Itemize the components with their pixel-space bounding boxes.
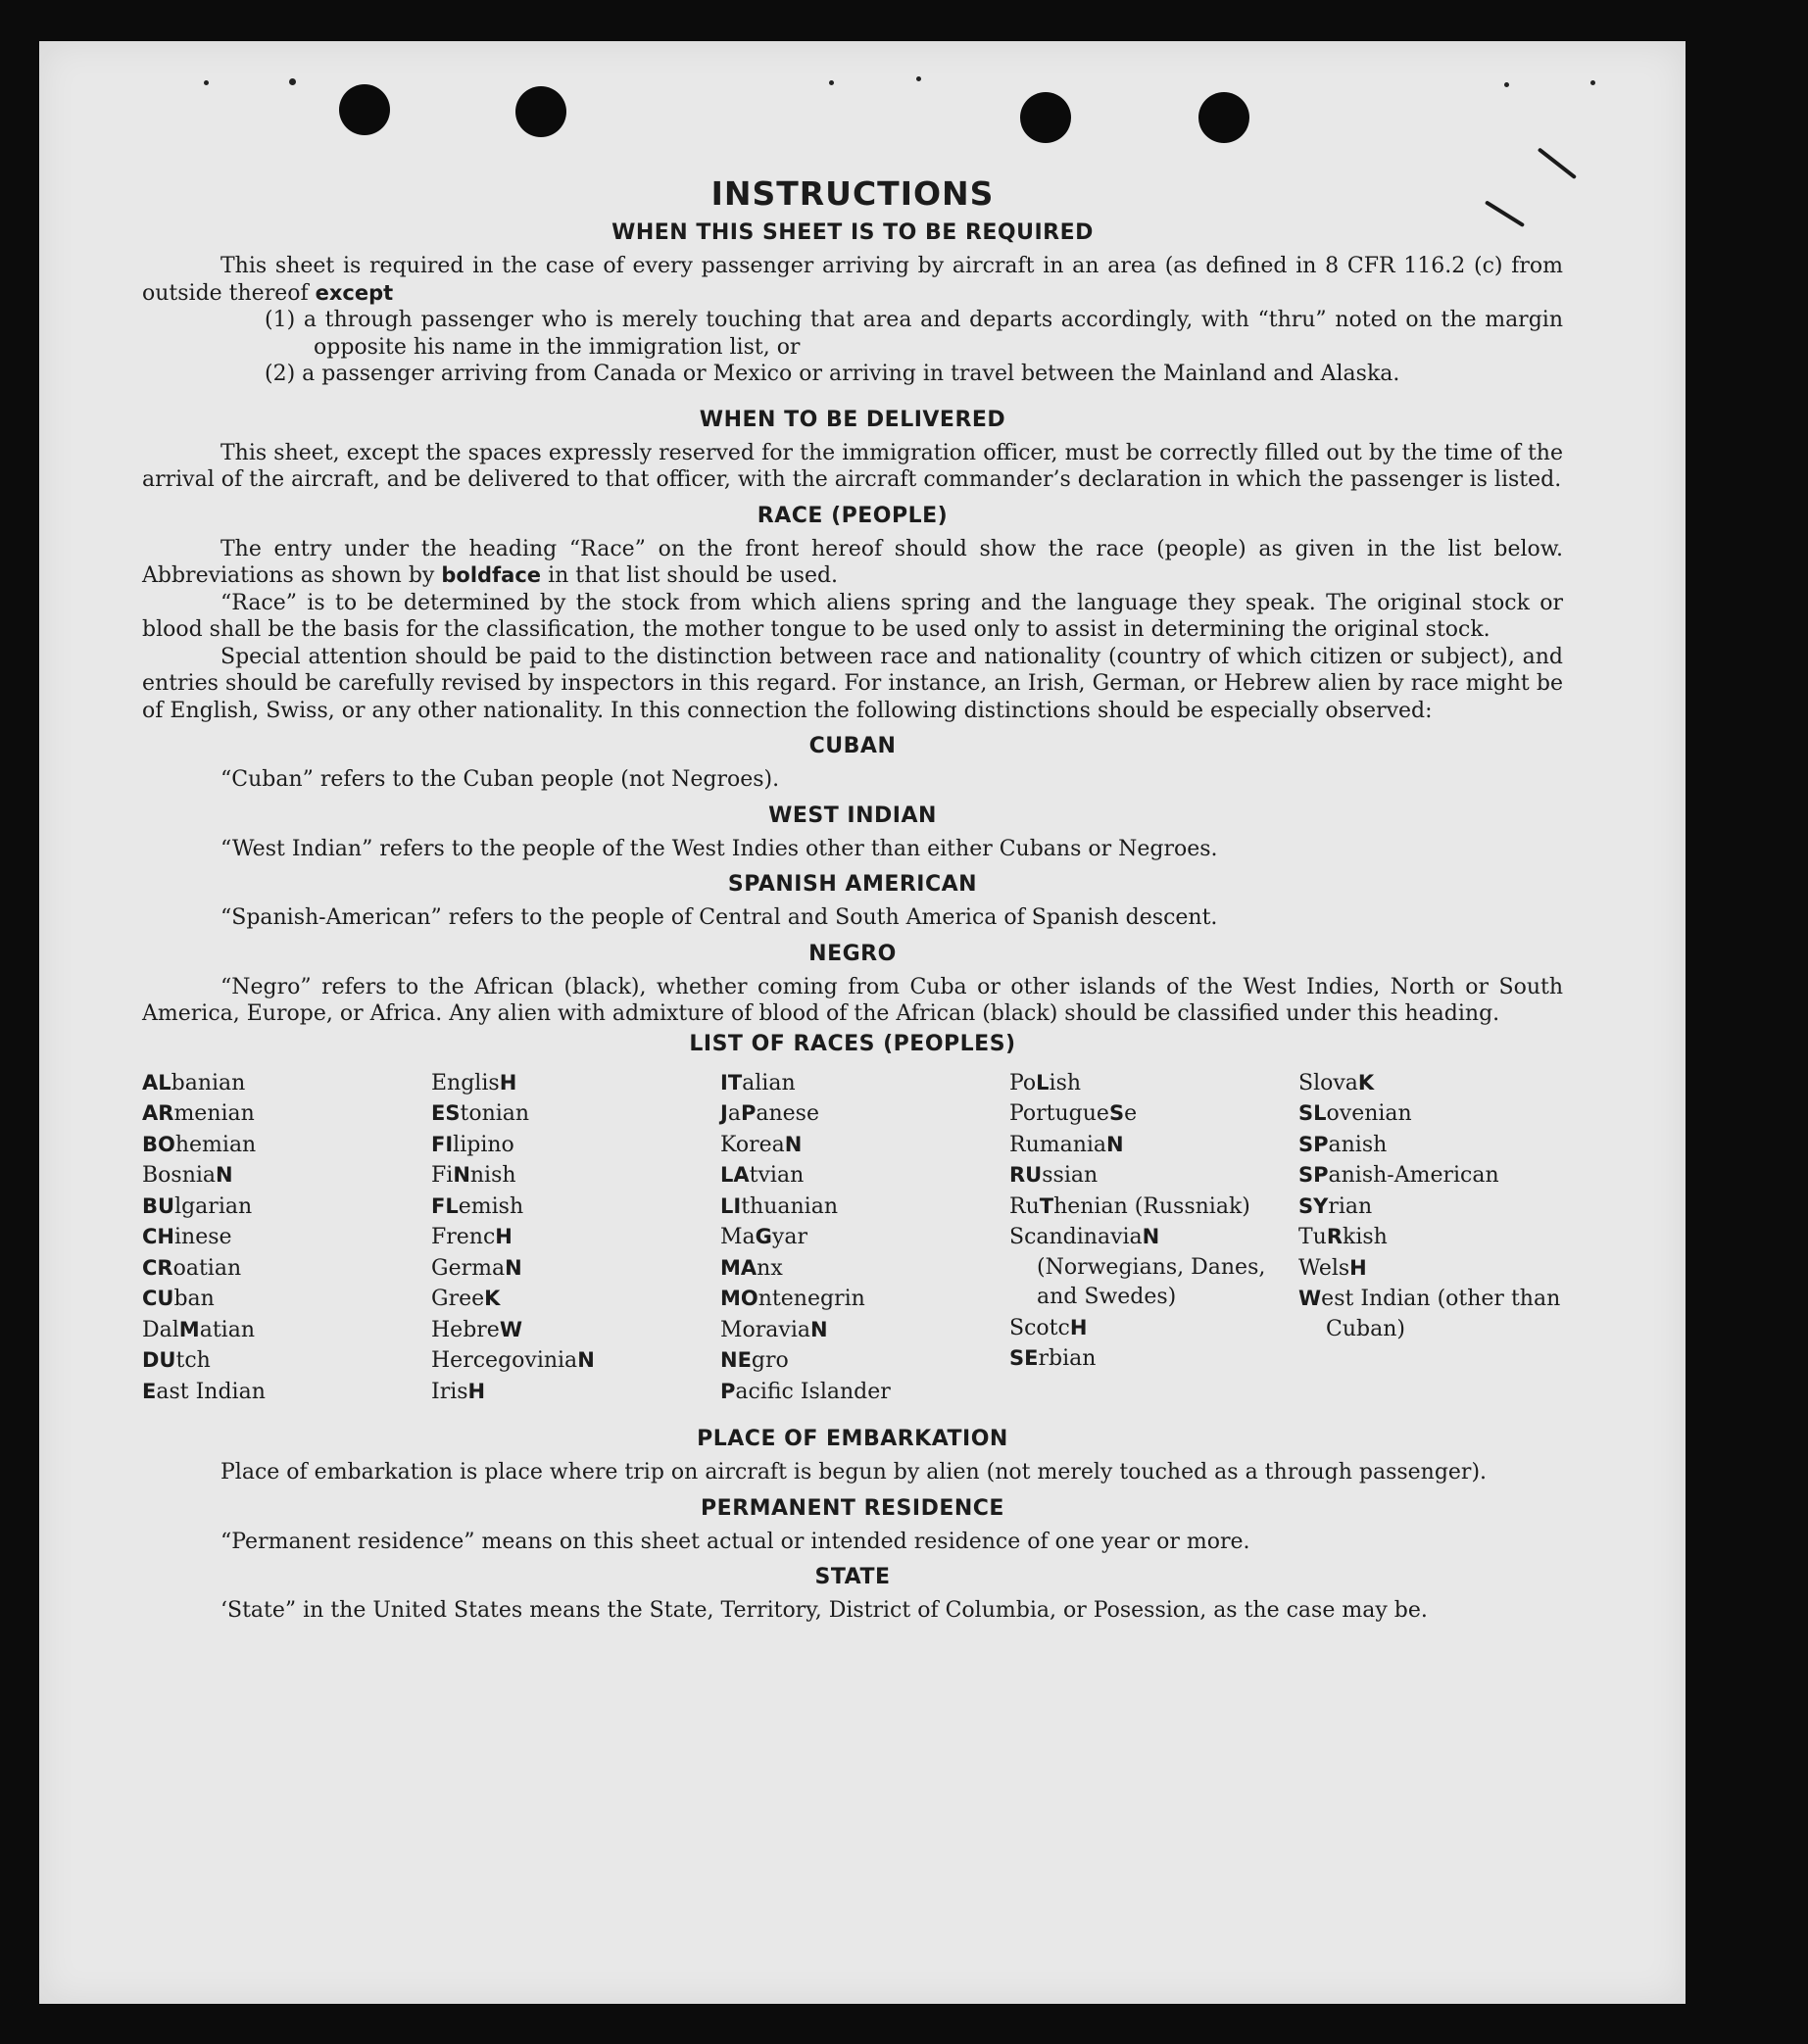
race-column <box>431 1068 696 1408</box>
punch-hole <box>1020 92 1071 143</box>
race-item: PoLish <box>1009 1070 1082 1095</box>
heading-state: STATE <box>814 1565 891 1589</box>
race-item: CUban <box>142 1287 215 1311</box>
heading-spanish-american: SPANISH AMERICAN <box>727 872 978 897</box>
instructions-content <box>142 174 1563 1625</box>
race-item: RuThenian (Russniak) <box>1009 1193 1250 1219</box>
race-item: ScotcH <box>1009 1315 1088 1340</box>
dust-speck <box>289 78 296 85</box>
race-item: DUtch <box>142 1348 211 1373</box>
race-item: LIthuanian <box>720 1193 838 1219</box>
dust-speck <box>1590 80 1595 85</box>
race-item: DalMatian <box>142 1317 255 1342</box>
race-item: ALbanian <box>142 1070 246 1095</box>
punch-hole <box>1198 92 1249 143</box>
race-item: GreeK <box>431 1287 501 1311</box>
race-item: ScandinaviaN (Norwegians, Danes, and Swedes) <box>1009 1225 1266 1309</box>
race-column <box>1009 1068 1274 1408</box>
race-item: JaPanese <box>720 1101 819 1126</box>
punch-hole <box>515 86 566 137</box>
race-item: FrencH <box>431 1225 513 1249</box>
paragraph-race-1: The entry under the heading “Race” on the front hereof should show the race (people) as given in the list below. Abbreviations as shown by boldface in that list should be used. <box>142 536 1563 588</box>
race-item: East Indian <box>142 1379 266 1404</box>
race-item: LAtvian <box>720 1163 805 1188</box>
race-list <box>142 1068 1563 1408</box>
paragraph-state: ‘State” in the United States means the State, Territory, District of Columbia, or Posession, as the case may be. <box>220 1598 1428 1623</box>
race-item: West Indian (other than Cuban) <box>1298 1287 1561 1341</box>
race-item: FIlipino <box>431 1132 514 1157</box>
heading-west-indian: WEST INDIAN <box>768 803 937 828</box>
paragraph-negro: “Negro” refers to the African (black), whether coming from Cuba or other islands of the West Indies, North or South America, Europe, or Africa. Any alien with admixture of blood of the African (black) should be classified under this heading. <box>142 974 1563 1026</box>
race-item: BosniaN <box>142 1163 233 1188</box>
race-item: FLemish <box>431 1193 524 1219</box>
list-item-exception-1: (1) a through passenger who is merely touching that area and departs accordingly, with “thru” noted on the margin opposite his name in the immigration list, or <box>265 308 1563 360</box>
race-item: CRoatian <box>142 1255 242 1281</box>
paragraph-spanish-american: “Spanish-American” refers to the people of Central and South America of Spanish descent. <box>220 905 1218 930</box>
race-item: RUssian <box>1009 1163 1099 1188</box>
race-item: KoreaN <box>720 1132 803 1157</box>
race-item: ITalian <box>720 1070 796 1095</box>
race-item: SlovaK <box>1298 1070 1375 1095</box>
list-item-exception-2: (2) a passenger arriving from Canada or Mexico or arriving in travel between the Mainland and Alaska. <box>265 362 1400 386</box>
race-item: SPanish-American <box>1298 1163 1499 1188</box>
paragraph-race-2: “Race” is to be determined by the stock from which aliens spring and the language they speak. The original stock or blood shall be the basis for the classification, the mother tongue to be used only to assist in determining the original stock. <box>142 590 1563 642</box>
dust-speck <box>916 76 921 81</box>
race-item: HebreW <box>431 1317 522 1342</box>
race-item: EStonian <box>431 1101 530 1126</box>
heading-cuban: CUBAN <box>808 734 897 758</box>
heading-when-delivered: WHEN TO BE DELIVERED <box>699 407 1006 432</box>
race-item: MAnx <box>720 1255 783 1281</box>
race-item: PortugueSe <box>1009 1101 1138 1126</box>
race-column <box>142 1068 407 1408</box>
race-item: GermaN <box>431 1255 522 1281</box>
race-item: SPanish <box>1298 1132 1388 1157</box>
race-item: MoraviaN <box>720 1317 828 1342</box>
race-item: HercegoviniaN <box>431 1348 595 1373</box>
heading-when-required: WHEN THIS SHEET IS TO BE REQUIRED <box>611 220 1094 245</box>
heading-embarkation: PLACE OF EMBARKATION <box>697 1427 1008 1451</box>
dust-speck <box>1504 82 1509 87</box>
race-column <box>1298 1068 1563 1408</box>
dust-speck <box>204 80 209 85</box>
race-item: SErbian <box>1009 1346 1097 1371</box>
paragraph-required-intro: This sheet is required in the case of every passenger arriving by aircraft in an area (as defined in 8 CFR 116.2 (c) from outside thereof except <box>142 254 1563 306</box>
race-item: MOntenegrin <box>720 1287 865 1311</box>
heading-negro: NEGRO <box>808 941 897 966</box>
race-item: BOhemian <box>142 1132 257 1157</box>
race-item: BUlgarian <box>142 1193 253 1219</box>
paragraph-west-indian: “West Indian” refers to the people of the West Indies other than either Cubans or Negroes. <box>220 836 1218 861</box>
dust-speck <box>829 80 834 85</box>
page-title: INSTRUCTIONS <box>710 174 995 213</box>
race-item: WelsH <box>1298 1255 1367 1281</box>
race-item: TuRkish <box>1298 1225 1388 1249</box>
race-item: RumaniaN <box>1009 1132 1124 1157</box>
race-item: EnglisH <box>431 1070 517 1095</box>
race-item: CHinese <box>142 1225 232 1249</box>
paragraph-race-3: Special attention should be paid to the distinction between race and nationality (country of which citizen or subject), and entries should be carefully revised by inspectors in this regard. For instance, an Irish, German, or Hebrew alien by race might be of English, Swiss, or any other nationality. In this connection the following distinctions should be especially observed: <box>142 644 1563 723</box>
heading-list-of-races: LIST OF RACES (PEOPLES) <box>689 1031 1016 1056</box>
heading-race: RACE (PEOPLE) <box>757 503 949 528</box>
race-item: Pacific Islander <box>720 1379 891 1404</box>
paragraph-cuban: “Cuban” refers to the Cuban people (not Negroes). <box>220 767 780 792</box>
paragraph-permanent-residence: “Permanent residence” means on this sheet actual or intended residence of one year or more. <box>220 1529 1250 1554</box>
race-item: SYrian <box>1298 1193 1373 1219</box>
race-item: NEgro <box>720 1348 789 1373</box>
heading-permanent-residence: PERMANENT RESIDENCE <box>701 1495 1004 1521</box>
punch-hole <box>339 84 390 135</box>
race-item: ARmenian <box>142 1101 255 1126</box>
paragraph-embarkation: Place of embarkation is place where trip on aircraft is begun by alien (not merely touched as a through passenger). <box>220 1460 1488 1484</box>
race-item: SLovenian <box>1298 1101 1412 1126</box>
race-item: MaGyar <box>720 1225 807 1249</box>
race-item: FiNnish <box>431 1163 516 1188</box>
paragraph-delivered: This sheet, except the spaces expressly reserved for the immigration officer, must be correctly filled out by the time of the arrival of the aircraft, and be delivered to that officer, with the aircraft commander’s declaration in which the passenger is listed. <box>142 440 1563 492</box>
race-item: IrisH <box>431 1379 486 1404</box>
race-column <box>720 1068 985 1408</box>
